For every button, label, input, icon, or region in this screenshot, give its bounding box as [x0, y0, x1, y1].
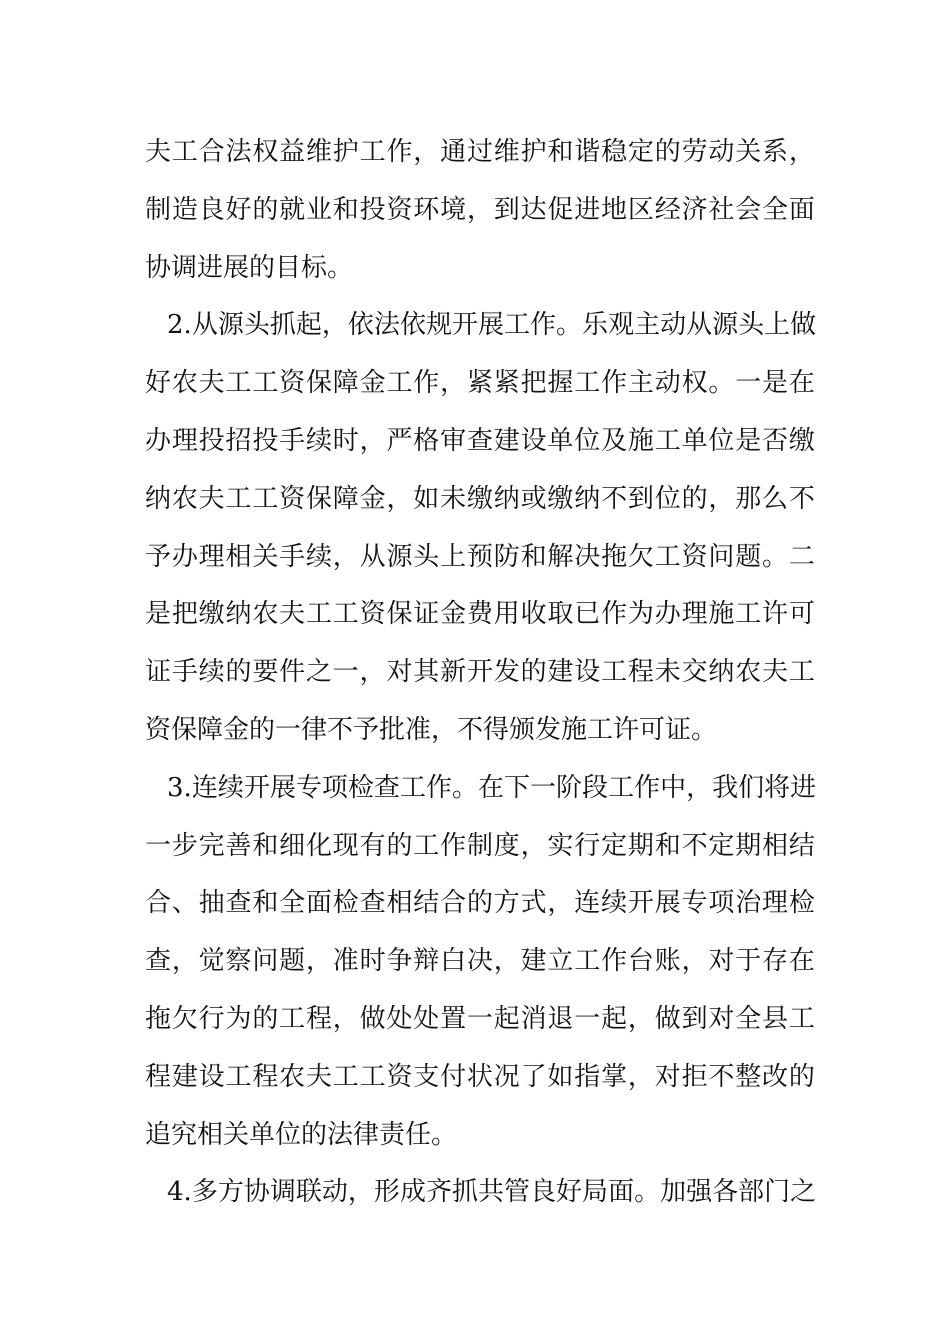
- text-line: 拖 欠 行 为 的 工 程 ， 做 处 处 置 一 起 消 退 一 起 ， 做 到 对 全 县 工: [145, 1003, 815, 1034]
- text-line: 予 办 理 相 关 手 续 ， 从 源 头 上 预 防 和 解 决 拖 欠 工 资 问 题 。 二: [145, 541, 815, 572]
- text-line: 一 步 完 善 和 细 化 现 有 的 工 作 制 度 ， 实 行 定 期 和 不 定 期 相 结: [145, 830, 815, 861]
- text-line: 好 农 夫 工 工 资 保 障 金 工 作 ， 紧 紧 把 握 工 作 主 动 权 。 一 是 在: [145, 368, 815, 399]
- text-line: 证 手 续 的 要 件 之 一 ， 对 其 新 开 发 的 建 设 工 程 未 交 纳 农 夫 工: [145, 657, 815, 688]
- text-line: 合 、 抽 查 和 全 面 检 查 相 结 合 的 方 式 ， 连 续 开 展 专 项 治 理 检: [145, 888, 815, 919]
- text-line: 制 造 良 好 的 就 业 和 投 资 环 境 ， 到 达 促 进 地 区 经 济 社 会 全 面: [145, 194, 815, 225]
- text-line: 是 把 缴 纳 农 夫 工 工 资 保 证 金 费 用 收 取 已 作 为 办 理 施 工 许 可: [145, 599, 815, 630]
- text-line: 夫 工 合 法 权 益 维 护 工 作 ， 通 过 维 护 和 谐 稳 定 的 劳 动 关 系 ，: [145, 137, 815, 167]
- paragraph-4-first-line: 4 . 多 方 协 调 联 动 ， 形 成 齐 抓 共 管 良 好 局 面 。 加 强 各 部 门 之: [167, 1177, 817, 1208]
- text-line: 纳 农 夫 工 工 资 保 障 金 ， 如 未 缴 纳 或 缴 纳 不 到 位 的 ， 那 么 不: [145, 483, 815, 514]
- text-line: 追究相关单位的法律责任。: [145, 1119, 458, 1150]
- paragraph-3-first-line: 3 . 连 续 开 展 专 项 检 查 工 作 。 在 下 一 阶 段 工 作 中 ， 我 们 将 进: [167, 772, 817, 803]
- text-line: 查 ， 觉 察 问 题 ， 准 时 争 辩 白 决 ， 建 立 工 作 台 账 ， 对 于 存 在: [145, 946, 815, 977]
- text-line: 程 建 设 工 程 农 夫 工 工 资 支 付 状 况 了 如 指 掌 ， 对 拒 不 整 改 的: [145, 1061, 815, 1092]
- text-line: 办 理 投 招 投 手 续 时 ， 严 格 审 查 建 设 单 位 及 施 工 单 位 是 否 缴: [145, 425, 815, 456]
- paragraph-2-first-line: 2 . 从 源 头 抓 起 ， 依 法 依 规 开 展 工 作 。 乐 观 主 动 从 源 头 上 做: [167, 310, 817, 341]
- text-line: 协调进展的目标。: [145, 252, 354, 283]
- body-text: [145, 124, 815, 1222]
- text-line: 资保障金的一律不予批准，不得颁发施工许可证。: [145, 714, 718, 745]
